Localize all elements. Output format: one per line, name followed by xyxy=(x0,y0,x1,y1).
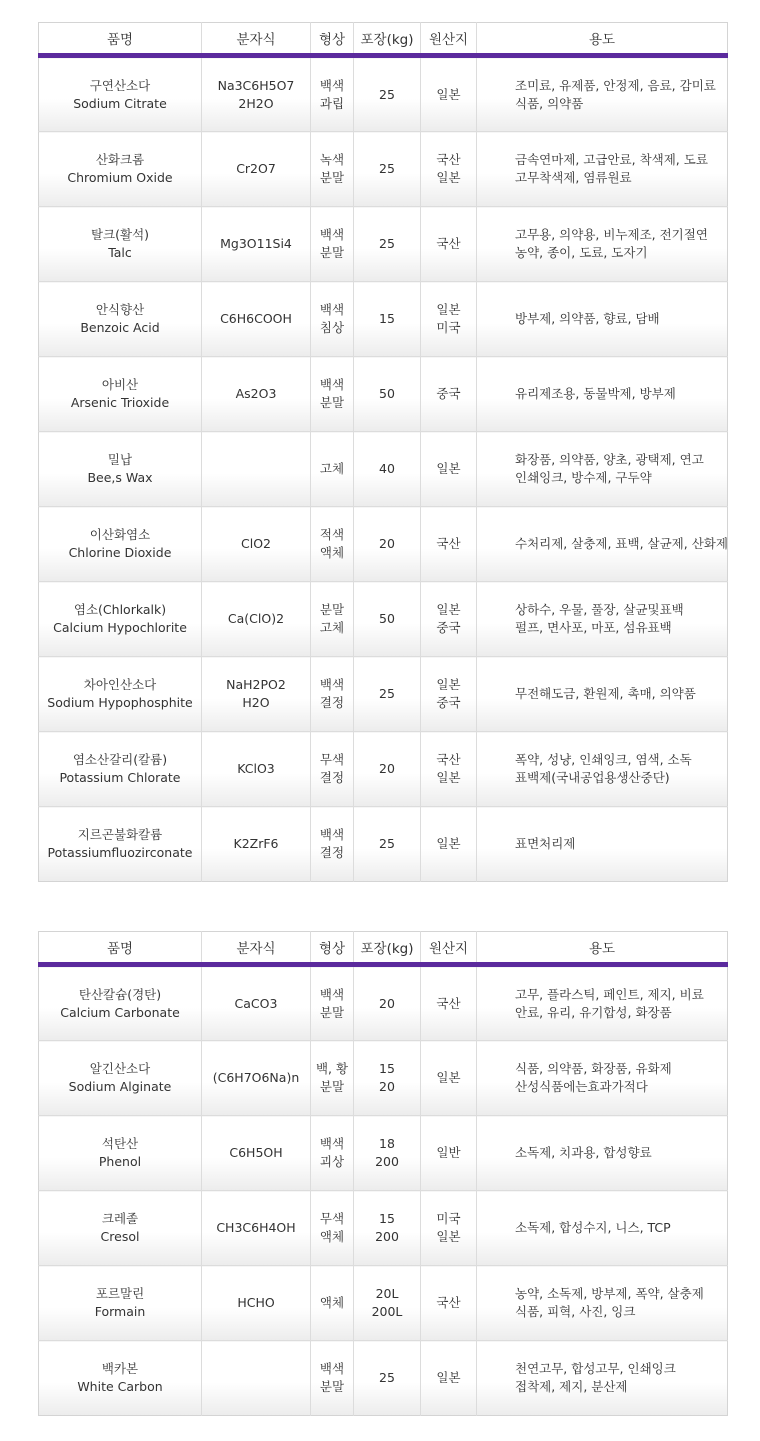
form-line: 백색 xyxy=(319,1361,345,1376)
formula-cell xyxy=(202,1266,311,1341)
pack-line: 15 xyxy=(379,1211,395,1226)
form-cell xyxy=(311,1341,354,1416)
use-line: 고무, 플라스틱, 페인트, 제지, 비료 xyxy=(515,986,704,1002)
pack-line: 50 xyxy=(379,386,395,401)
header-use: 용도 xyxy=(477,932,728,965)
origin-cell xyxy=(421,1191,477,1266)
use-cell xyxy=(477,582,728,657)
formula-line: C6H5OH xyxy=(229,1145,283,1160)
table-header xyxy=(39,932,728,965)
name-cell xyxy=(39,507,202,582)
use-cell xyxy=(477,1041,728,1116)
name-cell xyxy=(39,1041,202,1116)
form-line: 녹색 xyxy=(319,152,345,167)
pack-line: 25 xyxy=(379,836,395,851)
name-ko: 알긴산소다 xyxy=(89,1061,151,1076)
origin-line: 국산 xyxy=(436,1295,461,1310)
product-table-1 xyxy=(38,22,728,882)
origin-cell xyxy=(421,432,477,507)
name-ko: 탄산칼슘(경탄) xyxy=(78,986,162,1002)
table-header xyxy=(39,23,728,56)
form-cell xyxy=(311,207,354,282)
use-line: 화장품, 의약품, 양초, 광택제, 연고 xyxy=(515,452,704,467)
use-cell xyxy=(477,1341,728,1416)
formula-cell xyxy=(202,732,311,807)
form-cell xyxy=(311,56,354,132)
use-cell xyxy=(477,357,728,432)
name-ko: 밀납 xyxy=(107,452,133,467)
formula-line: Na3C6H5O7 xyxy=(217,77,295,93)
formula-line: Ca(ClO)2 xyxy=(227,611,285,626)
origin-cell xyxy=(421,582,477,657)
form-cell xyxy=(311,432,354,507)
pack-cell xyxy=(354,807,421,882)
formula-line: As2O3 xyxy=(235,386,277,401)
name-ko: 염소(Chlorkalk) xyxy=(73,602,167,617)
use-cell xyxy=(477,732,728,807)
origin-cell xyxy=(421,357,477,432)
use-line: 고무착색제, 염류원료 xyxy=(515,170,632,185)
table-row xyxy=(39,1341,728,1416)
form-line: 결정 xyxy=(319,845,345,860)
name-cell xyxy=(39,807,202,882)
name-cell xyxy=(39,965,202,1041)
name-cell xyxy=(39,1266,202,1341)
pack-cell xyxy=(354,1116,421,1191)
name-en: Arsenic Trioxide xyxy=(70,395,170,410)
table-row xyxy=(39,56,728,132)
formula-cell xyxy=(202,657,311,732)
table-row xyxy=(39,1041,728,1116)
form-line: 액체 xyxy=(319,545,345,560)
origin-line: 일본 xyxy=(436,836,461,851)
use-line: 폭약, 성냥, 인쇄잉크, 염색, 소독 xyxy=(515,752,692,767)
use-line: 식품, 의약품 xyxy=(515,95,584,111)
origin-cell xyxy=(421,282,477,357)
use-line: 무전해도금, 환원제, 촉매, 의약품 xyxy=(515,686,696,701)
formula-line: ClO2 xyxy=(241,536,271,551)
header-pack: 포장(kg) xyxy=(354,23,421,56)
origin-line: 일본 xyxy=(436,1370,461,1385)
name-ko: 염소산갈리(칼륨) xyxy=(72,752,168,767)
pack-line: 20 xyxy=(379,995,395,1011)
use-line: 금속연마제, 고급안료, 착색제, 도료 xyxy=(515,152,708,167)
table-row xyxy=(39,357,728,432)
origin-line: 미국 xyxy=(436,320,461,335)
formula-cell xyxy=(202,1341,311,1416)
form-cell xyxy=(311,1266,354,1341)
formula-line: CH3C6H4OH xyxy=(216,1220,296,1235)
header-name: 품명 xyxy=(39,23,202,56)
table-row xyxy=(39,1116,728,1191)
form-line: 적색 xyxy=(319,527,345,542)
name-en: Calcium Hypochlorite xyxy=(53,620,187,635)
formula-line: NaH2PO2 xyxy=(226,677,286,692)
origin-cell xyxy=(421,132,477,207)
use-line: 소독제, 합성수지, 니스, TCP xyxy=(515,1220,671,1235)
name-en: Potassium Chlorate xyxy=(59,770,181,785)
origin-cell xyxy=(421,207,477,282)
formula-cell xyxy=(202,282,311,357)
pack-line: 20 xyxy=(379,1079,395,1094)
origin-line: 국산 xyxy=(436,536,461,551)
pack-line: 25 xyxy=(379,686,395,701)
name-ko: 아비산 xyxy=(101,377,139,392)
origin-line: 미국 xyxy=(436,1211,461,1226)
table-row xyxy=(39,807,728,882)
pack-line: 40 xyxy=(379,461,395,476)
name-en: Bee,s Wax xyxy=(87,470,153,485)
product-table-2 xyxy=(38,931,728,1416)
use-line: 펄프, 면사포, 마포, 섬유표백 xyxy=(515,620,672,635)
header-origin: 원산지 xyxy=(421,23,477,56)
use-cell xyxy=(477,1191,728,1266)
use-line: 접착제, 제지, 분산제 xyxy=(515,1379,628,1394)
origin-cell xyxy=(421,1266,477,1341)
header-use: 용도 xyxy=(477,23,728,56)
pack-cell xyxy=(354,132,421,207)
pack-cell xyxy=(354,1266,421,1341)
use-line: 안료, 유리, 유기합성, 화장품 xyxy=(515,1004,672,1020)
form-line: 액체 xyxy=(319,1295,345,1310)
name-cell xyxy=(39,582,202,657)
pack-cell xyxy=(354,357,421,432)
name-cell xyxy=(39,207,202,282)
origin-cell xyxy=(421,56,477,132)
pack-cell xyxy=(354,1341,421,1416)
origin-line: 일반 xyxy=(436,1145,461,1160)
formula-cell xyxy=(202,56,311,132)
name-cell xyxy=(39,56,202,132)
origin-line: 국산 xyxy=(436,236,461,251)
form-line: 무색 xyxy=(319,752,345,767)
pack-line: 25 xyxy=(379,1370,395,1385)
form-line: 분말 xyxy=(319,602,345,617)
formula-line: H2O xyxy=(242,695,270,710)
pack-line: 15 xyxy=(379,311,395,326)
table-row xyxy=(39,1191,728,1266)
use-line: 표면처리제 xyxy=(515,836,576,851)
pack-line: 25 xyxy=(379,236,395,251)
header-formula: 분자식 xyxy=(202,932,311,965)
pack-line: 200 xyxy=(375,1229,399,1244)
name-en: Formain xyxy=(94,1304,146,1319)
formula-line: (C6H7O6Na)n xyxy=(212,1070,300,1085)
use-line: 농약, 소독제, 방부제, 폭약, 살충제 xyxy=(515,1286,704,1301)
use-line: 산성식품에는효과가적다 xyxy=(515,1079,648,1094)
form-cell xyxy=(311,657,354,732)
table-row xyxy=(39,432,728,507)
pack-line: 200 xyxy=(375,1154,399,1169)
name-en: Sodium Citrate xyxy=(73,95,167,111)
name-cell xyxy=(39,657,202,732)
pack-line: 18 xyxy=(379,1136,395,1151)
use-cell xyxy=(477,207,728,282)
form-line: 결정 xyxy=(319,695,345,710)
pack-line: 20 xyxy=(379,536,395,551)
origin-line: 중국 xyxy=(436,620,461,635)
use-line: 유리제조용, 동물박제, 방부제 xyxy=(515,386,676,401)
name-ko: 포르말린 xyxy=(95,1286,145,1301)
use-line: 소독제, 치과용, 합성향료 xyxy=(515,1145,652,1160)
form-cell xyxy=(311,965,354,1041)
name-cell xyxy=(39,357,202,432)
name-cell xyxy=(39,282,202,357)
pack-cell xyxy=(354,1041,421,1116)
use-line: 고무용, 의약용, 비누제조, 전기절연 xyxy=(515,227,708,242)
pack-cell xyxy=(354,657,421,732)
formula-cell xyxy=(202,357,311,432)
name-en: Benzoic Acid xyxy=(80,320,160,335)
name-ko: 구연산소다 xyxy=(89,77,151,93)
formula-line: C6H6COOH xyxy=(220,311,292,326)
formula-line: Mg3O11Si4 xyxy=(220,236,292,251)
name-en: White Carbon xyxy=(77,1379,163,1394)
name-ko: 안식향산 xyxy=(95,302,145,317)
name-ko: 산화크롬 xyxy=(95,152,145,167)
form-cell xyxy=(311,357,354,432)
name-en: Chlorine Dioxide xyxy=(68,545,172,560)
use-cell xyxy=(477,657,728,732)
pack-cell xyxy=(354,56,421,132)
origin-line: 국산 xyxy=(436,152,461,167)
pack-cell xyxy=(354,207,421,282)
origin-line: 일본 xyxy=(436,770,461,785)
pack-line: 20L xyxy=(375,1286,399,1301)
name-ko: 탈크(활석) xyxy=(90,227,150,242)
header-origin: 원산지 xyxy=(421,932,477,965)
pack-line: 50 xyxy=(379,611,395,626)
form-cell xyxy=(311,1191,354,1266)
pack-line: 200L xyxy=(371,1304,403,1319)
form-line: 분말 xyxy=(319,245,345,260)
form-line: 분말 xyxy=(319,1079,345,1094)
form-line: 백색 xyxy=(319,302,345,317)
origin-line: 일본 xyxy=(436,1229,461,1244)
formula-cell xyxy=(202,1191,311,1266)
table-row xyxy=(39,732,728,807)
form-cell xyxy=(311,282,354,357)
form-line: 분말 xyxy=(319,1379,345,1394)
name-en: Sodium Alginate xyxy=(68,1079,172,1094)
use-line: 표백제(국내공업용생산중단) xyxy=(515,770,670,785)
name-ko: 지르곤불화칼륨 xyxy=(77,827,163,842)
origin-line: 국산 xyxy=(436,752,461,767)
name-en: Sodium Hypophosphite xyxy=(47,695,193,710)
origin-line: 일본 xyxy=(436,1070,461,1085)
form-cell xyxy=(311,1116,354,1191)
table-row xyxy=(39,582,728,657)
origin-cell xyxy=(421,807,477,882)
form-cell xyxy=(311,507,354,582)
form-cell xyxy=(311,732,354,807)
name-cell xyxy=(39,432,202,507)
formula-cell xyxy=(202,807,311,882)
form-cell xyxy=(311,1041,354,1116)
origin-cell xyxy=(421,507,477,582)
header-pack: 포장(kg) xyxy=(354,932,421,965)
name-en: Cresol xyxy=(100,1229,140,1244)
header-form: 형상 xyxy=(311,932,354,965)
use-cell xyxy=(477,132,728,207)
form-line: 괴상 xyxy=(319,1154,345,1169)
formula-line: K2ZrF6 xyxy=(233,836,279,851)
origin-line: 일본 xyxy=(436,677,461,692)
name-ko: 이산화염소 xyxy=(89,527,151,542)
origin-line: 일본 xyxy=(436,86,461,102)
form-line: 과립 xyxy=(319,95,345,111)
origin-line: 일본 xyxy=(436,170,461,185)
table-row xyxy=(39,657,728,732)
formula-line: Cr2O7 xyxy=(236,161,276,176)
name-cell xyxy=(39,732,202,807)
formula-cell xyxy=(202,582,311,657)
name-en: Potassiumfluozirconate xyxy=(47,845,193,860)
table-row xyxy=(39,507,728,582)
origin-line: 일본 xyxy=(436,302,461,317)
origin-line: 일본 xyxy=(436,602,461,617)
pack-line: 25 xyxy=(379,161,395,176)
form-line: 백색 xyxy=(319,827,345,842)
header-name: 품명 xyxy=(39,932,202,965)
name-ko: 크레졸 xyxy=(101,1211,139,1226)
name-cell xyxy=(39,132,202,207)
formula-cell xyxy=(202,432,311,507)
formula-line: CaCO3 xyxy=(234,995,278,1011)
form-line: 결정 xyxy=(319,770,345,785)
form-line: 고체 xyxy=(319,461,345,476)
use-cell xyxy=(477,56,728,132)
pack-cell xyxy=(354,432,421,507)
name-cell xyxy=(39,1116,202,1191)
formula-cell xyxy=(202,1116,311,1191)
name-en: Talc xyxy=(108,245,132,260)
formula-cell xyxy=(202,1041,311,1116)
form-cell xyxy=(311,582,354,657)
form-line: 분말 xyxy=(319,395,345,410)
use-cell xyxy=(477,507,728,582)
name-ko: 차아인산소다 xyxy=(83,677,157,692)
header-formula: 분자식 xyxy=(202,23,311,56)
table-row xyxy=(39,132,728,207)
use-line: 방부제, 의약품, 향료, 담배 xyxy=(515,311,660,326)
origin-line: 중국 xyxy=(436,386,461,401)
origin-cell xyxy=(421,965,477,1041)
use-line: 농약, 종이, 도료, 도자기 xyxy=(515,245,648,260)
table-row xyxy=(39,965,728,1041)
formula-cell xyxy=(202,965,311,1041)
use-line: 조미료, 유제품, 안정제, 음료, 감미료 xyxy=(515,77,716,93)
formula-line: HCHO xyxy=(237,1295,275,1310)
table-body xyxy=(39,56,728,882)
form-line: 백색 xyxy=(319,377,345,392)
form-line: 백, 황 xyxy=(315,1061,349,1076)
pack-line: 20 xyxy=(379,761,395,776)
formula-line: KClO3 xyxy=(237,761,275,776)
form-line: 액체 xyxy=(319,1229,345,1244)
use-line: 수처리제, 살충제, 표백, 살균제, 산화제 xyxy=(515,536,728,551)
use-cell xyxy=(477,1266,728,1341)
origin-cell xyxy=(421,1116,477,1191)
form-line: 백색 xyxy=(319,227,345,242)
use-cell xyxy=(477,965,728,1041)
name-cell xyxy=(39,1191,202,1266)
form-cell xyxy=(311,807,354,882)
pack-cell xyxy=(354,507,421,582)
form-line: 고체 xyxy=(319,620,345,635)
name-en: Chromium Oxide xyxy=(67,170,173,185)
pack-cell xyxy=(354,732,421,807)
use-line: 식품, 피혁, 사진, 잉크 xyxy=(515,1304,636,1319)
form-cell xyxy=(311,132,354,207)
pack-cell xyxy=(354,965,421,1041)
table-body xyxy=(39,965,728,1416)
use-cell xyxy=(477,432,728,507)
form-line: 분말 xyxy=(319,1004,345,1020)
use-cell xyxy=(477,807,728,882)
formula-cell xyxy=(202,507,311,582)
table-row xyxy=(39,207,728,282)
origin-cell xyxy=(421,1041,477,1116)
use-cell xyxy=(477,1116,728,1191)
form-line: 침상 xyxy=(319,320,345,335)
name-en: Phenol xyxy=(98,1154,142,1169)
name-ko: 백카본 xyxy=(101,1361,139,1376)
form-line: 백색 xyxy=(319,77,345,93)
origin-cell xyxy=(421,732,477,807)
use-line: 식품, 의약품, 화장품, 유화제 xyxy=(515,1061,672,1076)
use-line: 상하수, 우물, 풀장, 살균및표백 xyxy=(515,602,684,617)
formula-cell xyxy=(202,207,311,282)
origin-cell xyxy=(421,657,477,732)
form-line: 백색 xyxy=(319,986,345,1002)
form-line: 백색 xyxy=(319,1136,345,1151)
pack-line: 15 xyxy=(379,1061,395,1076)
pack-cell xyxy=(354,282,421,357)
form-line: 백색 xyxy=(319,677,345,692)
use-cell xyxy=(477,282,728,357)
origin-line: 국산 xyxy=(436,995,461,1011)
pack-cell xyxy=(354,1191,421,1266)
use-line: 천연고무, 합성고무, 인쇄잉크 xyxy=(515,1361,676,1376)
form-line: 분말 xyxy=(319,170,345,185)
pack-cell xyxy=(354,582,421,657)
table-row xyxy=(39,1266,728,1341)
formula-line: 2H2O xyxy=(238,95,274,111)
table-row xyxy=(39,282,728,357)
origin-line: 중국 xyxy=(436,695,461,710)
pack-line: 25 xyxy=(379,86,395,102)
use-line: 인쇄잉크, 방수제, 구두약 xyxy=(515,470,652,485)
origin-line: 일본 xyxy=(436,461,461,476)
name-en: Calcium Carbonate xyxy=(60,1004,180,1020)
name-ko: 석탄산 xyxy=(101,1136,139,1151)
formula-cell xyxy=(202,132,311,207)
name-cell xyxy=(39,1341,202,1416)
header-form: 형상 xyxy=(311,23,354,56)
form-line: 무색 xyxy=(319,1211,345,1226)
origin-cell xyxy=(421,1341,477,1416)
